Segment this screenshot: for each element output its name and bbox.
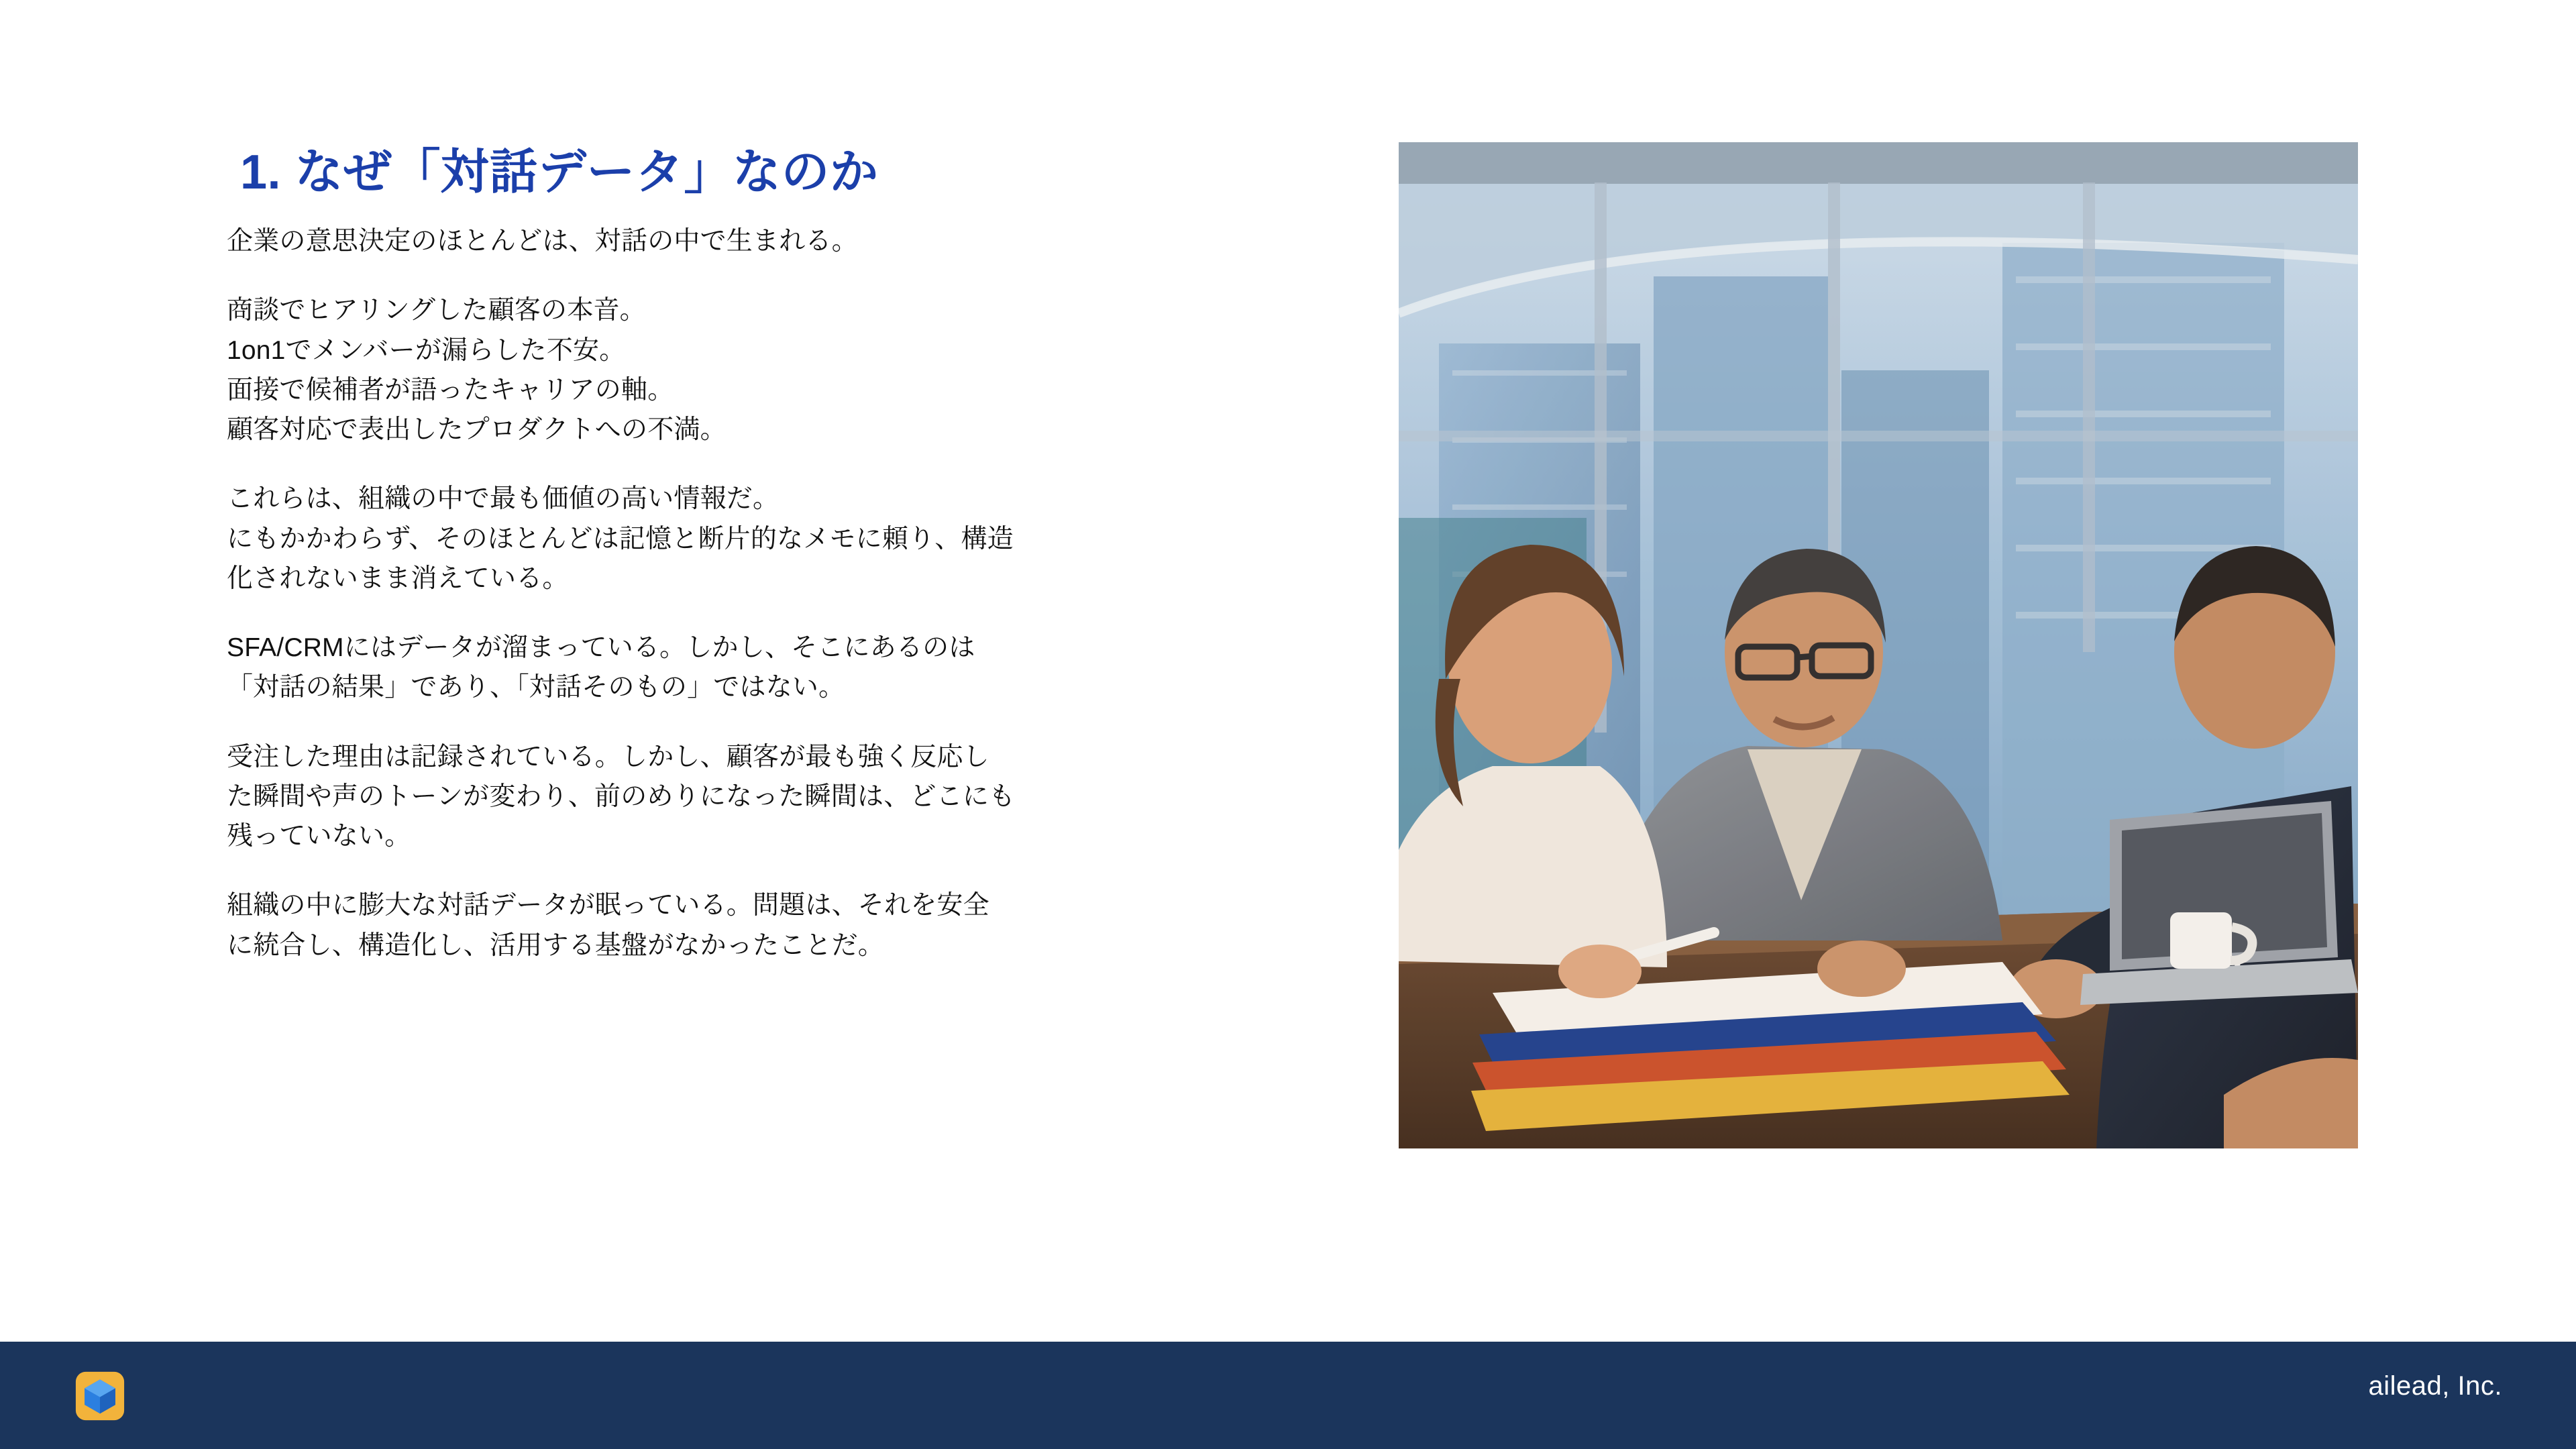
text-line: 化されないまま消えている。 [227, 564, 569, 593]
cube-logo-svg [72, 1368, 127, 1424]
text-line: 組織の中に膨大な対話データが眠っている。問題は、それを安全 [227, 891, 989, 920]
paragraph-6 [227, 885, 1220, 965]
text-line: 1on1でメンバーが漏らした不安。 [227, 335, 626, 365]
text-line: に統合し、構造化し、活用する基盤がなかったことだ。 [227, 930, 885, 960]
footer-brand-label: ailead, Inc. [2368, 1371, 2502, 1401]
text-line: た瞬間や声のトーンが変わり、前のめりになった瞬間は、どこにも [227, 782, 1016, 811]
page-title: 1. なぜ「対話データ」なのか [240, 146, 879, 200]
text-line: これらは、組織の中で最も価値の高い情報だ。 [227, 484, 780, 514]
text-line: 残っていない。 [227, 822, 411, 851]
text-line: 企業の意思決定のほとんどは、対話の中で生まれる。 [227, 227, 858, 256]
slide-footer [0, 1342, 2576, 1449]
meeting-photo [1399, 142, 2358, 1148]
paragraph-4 [227, 628, 1220, 708]
text-line: 商談でヒアリングした顧客の本音。 [227, 296, 646, 325]
text-line: 「対話の結果」であり、「対話そのもの」ではない。 [227, 673, 845, 702]
paragraph-3 [227, 479, 1220, 598]
text-line: 面接で候補者が語ったキャリアの軸。 [227, 375, 674, 405]
paragraph-2 [227, 290, 1220, 449]
text-line: SFA/CRMにはデータが溜まっている。しかし、そこにあるのは [227, 633, 975, 663]
meeting-photo-illustration [1399, 142, 2358, 1148]
body-text-column [227, 221, 1220, 965]
text-line: 受注した理由は記録されている。しかし、顧客が最も強く反応し [227, 742, 989, 771]
paragraph-1 [227, 221, 1220, 261]
paragraph-5 [227, 737, 1220, 857]
cube-logo-icon [72, 1368, 127, 1424]
text-line: 顧客対応で表出したプロダクトへの不満。 [227, 415, 727, 445]
text-line: にもかかわらず、そのほとんどは記憶と断片的なメモに頼り、構造 [227, 524, 1014, 553]
